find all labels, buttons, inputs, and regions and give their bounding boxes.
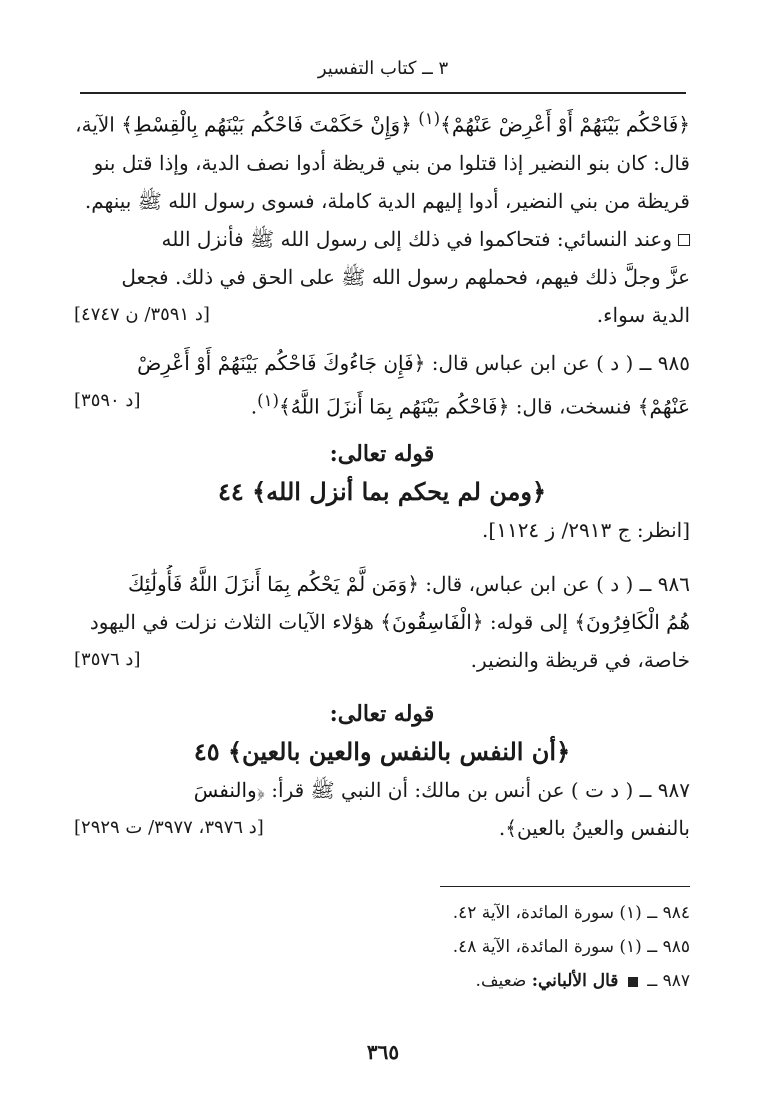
text-fragment: عن ابن عباس، قال:	[425, 572, 590, 597]
hadith-number: ٩٨٦ ــ ( د )	[596, 572, 690, 597]
footnote-number: ٩٨٥ ــ	[647, 937, 690, 957]
square-bullet-icon	[628, 977, 638, 987]
footnote-number: ٩٨٤ ــ	[647, 903, 690, 923]
text-fragment: عن أنس بن مالك: أن النبي ﷺ قرأ:	[271, 778, 565, 803]
hadith-number: ٩٨٧ ــ ( د ت )	[570, 778, 690, 803]
paragraph-line	[74, 220, 690, 258]
section-heading: قوله تعالى:	[329, 701, 435, 728]
section-heading: قوله تعالى:	[329, 441, 435, 468]
cross-reference: [انظر: ج ٢٩١٣/ ز ١١٢٤].	[482, 518, 690, 543]
paragraph-line: عزَّ وجلَّ ذلك فيهم، فحملهم رسول الله ﷺ على الحق في ذلك. فجعل	[121, 264, 690, 289]
text-fragment: فنسخت، قال:	[515, 394, 632, 419]
text-fragment: عن ابن عباس قال:	[431, 350, 590, 375]
square-bullet-icon	[678, 234, 690, 246]
quran-verse: ﴿فَاحْكُم بَيْنَهُمْ أَوْ أَعْرِضْ عَنْهُمْ﴾	[440, 112, 690, 137]
running-head: ٣ ــ كتاب التفسير	[317, 58, 449, 79]
quran-verse: ﴿الْفَاسِقُونَ﴾	[380, 610, 484, 635]
footnote	[70, 896, 690, 930]
section-verse-title: ﴿أن النفس بالنفس والعين بالعين﴾ ٤٥	[193, 737, 571, 767]
hadith-985-line: عَنْهُمْ﴾ فنسخت، قال: ﴿فَاحْكُم بَيْنَهُم بِمَا أَنزَلَ اللَّهُ﴾$^{(١)}$. [د ٣٥٩٠]	[74, 382, 690, 426]
hadith-986-line	[74, 565, 690, 603]
paragraph-line	[74, 100, 690, 144]
text-fragment: الدية سواء.	[596, 302, 690, 327]
page-body	[74, 100, 690, 847]
page-number: ٣٦٥	[366, 1040, 400, 1064]
paragraph-line: قال: كان بنو النضير إذا قتلوا من بني قريظة أدوا نصف الدية، وإذا قتل بنو	[93, 150, 690, 175]
source-reference: [د ٣٥٩١/ ن ٤٧٤٧]	[74, 303, 210, 325]
footnote-rule	[440, 886, 690, 887]
footnote	[70, 964, 690, 998]
header-rule	[80, 92, 686, 94]
text-fragment: وعند النسائي: فتحاكموا في ذلك إلى رسول الله ﷺ فأنزل الله	[161, 226, 672, 251]
quran-verse: ﴿فَإِن جَاءُوكَ فَاحْكُم بَيْنَهُمْ أَوْ أَعْرِضْ	[137, 350, 426, 375]
quran-verse: ﴿والنفسَ	[193, 778, 265, 803]
footnote-text: ضعيف.	[475, 971, 527, 991]
footnotes	[70, 896, 690, 998]
hadith-987-line	[74, 809, 690, 847]
quran-verse: ﴿فَاحْكُم بَيْنَهُم بِمَا أَنزَلَ اللَّهُ﴾	[279, 394, 510, 419]
text-fragment: الآية،	[75, 112, 115, 137]
hadith-987-line	[74, 771, 690, 809]
text-fragment: هؤلاء الآيات الثلاث نزلت في اليهود	[89, 610, 374, 635]
hadith-985-line	[74, 344, 690, 382]
quran-verse: ﴿وَمَن لَّمْ يَحْكُم بِمَا أَنزَلَ اللَّهُ فَأُولَٰئِكَ	[128, 572, 419, 597]
hadith-986-line	[74, 603, 690, 641]
source-reference: [د ٣٥٧٦]	[74, 649, 141, 671]
text-fragment: خاصة، في قريظة والنضير.	[470, 648, 690, 673]
footnote-marker: (١)	[257, 390, 280, 410]
hadith-986-line	[74, 641, 690, 679]
section-verse-title: ﴿ومن لم يحكم بما أنزل الله﴾ ٤٤	[217, 477, 547, 507]
quran-verse: هُمُ الْكَافِرُونَ﴾	[574, 610, 690, 635]
paragraph-line	[74, 296, 690, 334]
source-reference: [د ٣٥٩٠]	[74, 389, 141, 411]
paragraph-line: قريظة من بني النضير، أدوا إليهم الدية كاملة، فسوى رسول الله ﷺ بينهم.	[84, 188, 690, 213]
hadith-number: ٩٨٥ ــ ( د )	[596, 350, 690, 375]
footnote-number: ٩٨٧ ــ	[647, 971, 690, 991]
quran-verse: ﴿وَإِنْ حَكَمْتَ فَاحْكُم بَيْنَهُم بِالْقِسْطِ﴾	[121, 112, 412, 137]
footnote-marker: (١)	[418, 109, 441, 128]
text-fragment: بالنفس والعينُ بالعين﴾.	[498, 816, 690, 841]
footnote-label: قال الألباني:	[531, 971, 619, 991]
footnote-text: (١) سورة المائدة، الآية ٤٨.	[452, 937, 642, 957]
footnote-text: (١) سورة المائدة، الآية ٤٢.	[452, 903, 642, 923]
quran-verse: عَنْهُمْ﴾	[637, 394, 690, 419]
source-reference: [د ٣٩٧٦، ٣٩٧٧/ ت ٢٩٢٩]	[74, 817, 264, 839]
text-fragment: إلى قوله:	[489, 610, 568, 635]
footnote	[70, 930, 690, 964]
